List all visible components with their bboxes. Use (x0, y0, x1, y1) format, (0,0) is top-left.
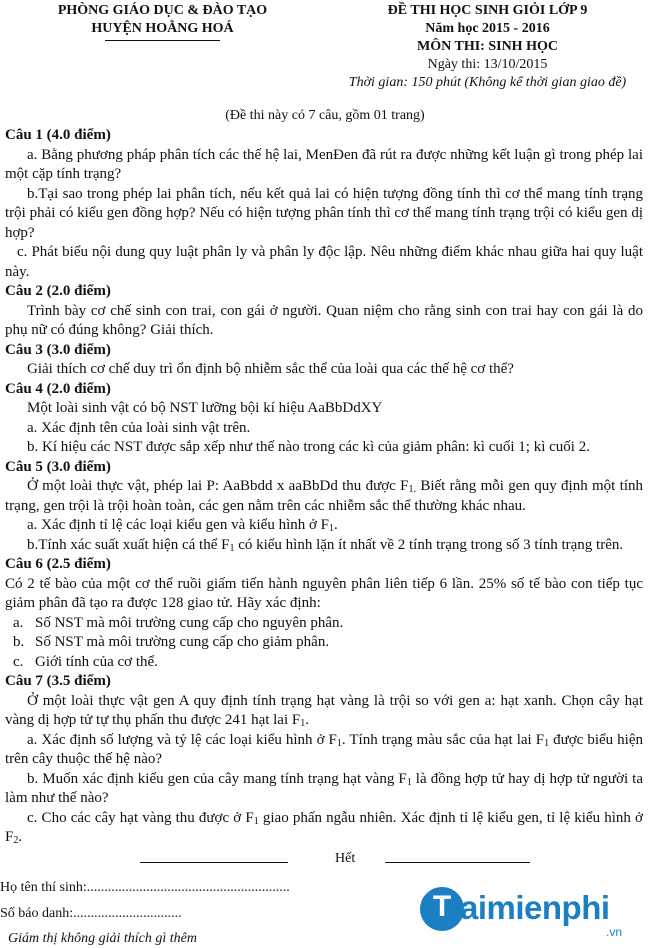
question-6-title: Câu 6 (2.5 điểm) (5, 556, 111, 572)
department-name: PHÒNG GIÁO DỤC & ĐÀO TẠO (57, 3, 268, 18)
end-label: Hết (335, 851, 356, 866)
header-left (0, 2, 325, 41)
header-right (325, 2, 650, 92)
school-year: Năm học 2015 - 2016 (425, 21, 550, 36)
question-2-title: Câu 2 (2.0 điểm) (5, 283, 111, 299)
question-5b: b.Tính xác suất xuất hiện cá thể $F_1$ có kiểu hình lặn ít nhất về 2 tính trạng trong số 3 tính trạng trên. (27, 536, 624, 554)
question-5a: a. Xác định tỉ lệ các loại kiểu gen và kiểu hình ở $F_1$. (27, 517, 338, 534)
question-6a: a. Số NST mà môi trường cung cấp cho nguyên phân. (13, 614, 344, 631)
question-5-text: Ở một loài thực vật, phép lai P: AaBbdd x aaBbDd thu được $F_{1.}$ Biết rằng mỗi gen quy định một tính trạng, gen trội là trội hoàn toàn, các gen nằm trên các nhiễm sắc thể thường khác nhau. (5, 478, 643, 514)
candidate-number-line: Số báo danh:............................... (0, 906, 182, 921)
exam-duration: Thời gian: 150 phút (Không kể thời gian giao đề) (348, 75, 627, 90)
proctor-note: Giám thị không giải thích gì thêm (8, 931, 197, 946)
question-7-title: Câu 7 (3.5 điểm) (5, 673, 111, 689)
taimienphi-logo: T aimienphi .vn (420, 885, 645, 945)
exam-note: (Đề thi này có 7 câu, gồm 01 trang) (225, 108, 425, 123)
question-6c: c. Giới tính của cơ thể. (13, 653, 158, 670)
question-3-title: Câu 3 (3.0 điểm) (5, 341, 111, 358)
question-5-title: Câu 5 (3.0 điểm) (5, 458, 111, 475)
logo-circle-icon: T (420, 887, 464, 931)
end-rule-right (385, 862, 530, 863)
question-6b: b. Số NST mà môi trường cung cấp cho giảm phân. (13, 634, 330, 650)
question-4a: a. Xác định tên của loài sinh vật trên. (27, 419, 251, 436)
question-6-text: Có 2 tế bào của một cơ thể ruồi giấm tiến hành nguyên phân liên tiếp 6 lần. 25% số tế bào con tiếp tục giảm phân đã tạo ra được 128 giao tử. Hãy xác định: (5, 575, 643, 611)
question-3-text: Giải thích cơ chế duy trì ổn định bộ nhiễm sắc thể của loài qua các thế hệ cơ thể? (27, 361, 514, 377)
question-1-title: Câu 1 (4.0 điểm) (5, 127, 111, 143)
exam-date: Ngày thi: 13/10/2015 (427, 57, 548, 72)
end-marker (0, 850, 650, 870)
exam-body (5, 126, 643, 848)
end-rule-left (140, 862, 288, 863)
question-1b: b.Tại sao trong phép lai phân tích, nếu kết quả lai có hiện tượng đồng tính thì cơ thể mang tính trạng trội phải có kiểu gen đồng hợp? Nếu có hiện tượng phân tính thì cơ thể mang tính trạng trội có kiểu gen dị hợp? (5, 185, 643, 241)
question-7b: b. Muốn xác định kiểu gen của cây mang tính trạng hạt vàng $F_1$ là đồng hợp tử hay dị hợp tử người ta làm như thế nào? (5, 770, 643, 806)
question-7a: a. Xác định số lượng và tỷ lệ các loại kiểu hình ở $F_1$. Tính trạng màu sắc của hạt lai $F_1$ được biểu hiện trên cây thuộc thế hệ nào? (5, 731, 643, 767)
district-name: HUYỆN HOẰNG HOÁ (91, 21, 234, 36)
header-underline (105, 40, 220, 41)
question-1a: a. Bằng phương pháp phân tích các thế hệ lai, MenĐen đã rút ra được những kết luận gì trong phép lai một cặp tính trạng? (5, 146, 643, 182)
question-4-title: Câu 4 (2.0 điểm) (5, 380, 111, 397)
question-7c: c. Cho các cây hạt vàng thu được ở $F_1$ giao phấn ngẫu nhiên. Xác định tỉ lệ kiểu gen, tỉ lệ kiểu hình ở $F_2$. (5, 809, 643, 846)
question-7-text: Ở một loài thực vật gen A quy định tính trạng hạt vàng là trội so với gen a: hạt xanh. Chọn cây hạt vàng dị hợp tử tự thụ phấn thu được 241 hạt lai $F_1$. (5, 692, 643, 729)
question-4-text: Một loài sinh vật có bộ NST lưỡng bội kí hiệu AaBbDdXY (27, 400, 383, 416)
question-1c: c. Phát biểu nội dung quy luật phân ly và phân ly độc lập. Nêu những điểm khác nhau giữa hai quy luật này. (5, 244, 643, 280)
question-2-text: Trình bày cơ chế sinh con trai, con gái ở người. Quan niệm cho rằng sinh con trai hay con gái là do phụ nữ có đúng không? Giải thích. (5, 302, 643, 338)
candidate-name-line: Họ tên thí sinh:.......................................................... (0, 880, 290, 895)
exam-title: ĐỀ THI HỌC SINH GIỎI LỚP 9 (387, 3, 588, 18)
question-4b: b. Kí hiệu các NST được sắp xếp như thế nào trong các kì của giảm phân: kì cuối 1; kì cuối 2. (27, 439, 590, 455)
exam-subject: MÔN THI: SINH HỌC (417, 39, 558, 54)
